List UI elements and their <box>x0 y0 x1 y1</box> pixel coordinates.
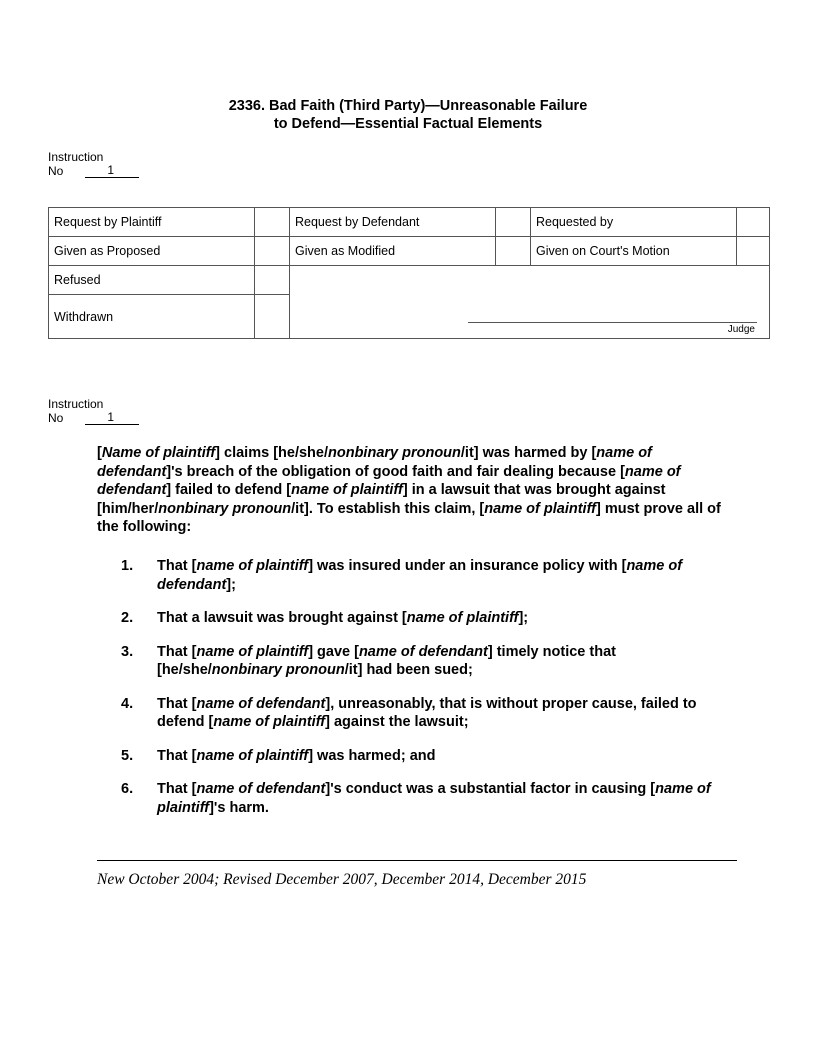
list-item-text: That [name of plaintiff] was insured under an insurance policy with [name of defendant]; <box>157 558 683 593</box>
given-as-modified-checkbox[interactable] <box>496 237 531 266</box>
list-item-number: 5. <box>121 747 134 764</box>
withdrawn-label: Withdrawn <box>49 295 255 339</box>
list-item-text: That [name of plaintiff] gave [name of defendant] timely notice that [he/she/nonbinary pronoun/it] had been sued; <box>157 643 616 678</box>
list-item <box>97 609 727 628</box>
list-item <box>97 747 727 766</box>
instruction-paragraph: [Name of plaintiff] claims [he/she/nonbinary pronoun/it] was harmed by [name of defendant]'s breach of the obligation of good faith and fair dealing because [name of defendant] failed to defend [name of plaintiff] in a lawsuit that was brought against [him/her/nonbinary pronoun/it]. To establish this claim, [name of plaintiff] must prove all of the following: <box>97 445 721 535</box>
request-by-plaintiff-checkbox[interactable] <box>255 208 290 237</box>
withdrawn-checkbox[interactable] <box>255 295 290 339</box>
instruction-label: Instruction <box>48 397 104 411</box>
instruction-number-block-body <box>48 397 139 425</box>
given-as-modified-label: Given as Modified <box>290 237 496 266</box>
list-item <box>97 780 727 817</box>
list-item <box>97 557 727 594</box>
list-item-number: 3. <box>121 643 134 660</box>
instruction-number-block-top <box>48 150 139 178</box>
request-by-plaintiff-label: Request by Plaintiff <box>49 208 255 237</box>
requested-by-label: Requested by <box>531 208 737 237</box>
judge-signature-line <box>468 322 757 323</box>
elements-list <box>97 557 727 832</box>
list-item-text: That a lawsuit was brought against [name of plaintiff]; <box>157 610 529 626</box>
request-status-table <box>48 207 770 339</box>
no-label: No <box>48 164 64 178</box>
judge-signature-area[interactable] <box>290 266 770 339</box>
revision-history: New October 2004; Revised December 2007, December 2014, December 2015 <box>97 871 587 888</box>
list-item-text: That [name of defendant]'s conduct was a substantial factor in causing [name of plaintiff]'s harm. <box>157 781 711 816</box>
list-item <box>97 695 727 732</box>
title-line-2: to Defend—Essential Factual Elements <box>273 116 543 132</box>
title-line-1: 2336. Bad Faith (Third Party)—Unreasonable Failure <box>228 98 588 114</box>
list-item-number: 1. <box>121 558 134 574</box>
list-item-text: That [name of plaintiff] was harmed; and <box>157 747 436 764</box>
given-on-courts-motion-checkbox[interactable] <box>737 237 770 266</box>
list-item-number: 6. <box>121 781 134 797</box>
list-item-number: 4. <box>121 695 134 712</box>
judge-label: Judge <box>727 324 755 335</box>
document-title <box>0 97 816 133</box>
instruction-label: Instruction <box>48 150 104 164</box>
list-item <box>97 643 727 680</box>
list-item-text: That [name of defendant], unreasonably, that is without proper cause, failed to defend [name of plaintiff] against the lawsuit; <box>157 695 697 730</box>
given-on-courts-motion-label: Given on Court's Motion <box>531 237 737 266</box>
list-item-number: 2. <box>121 610 134 626</box>
given-as-proposed-checkbox[interactable] <box>255 237 290 266</box>
refused-checkbox[interactable] <box>255 266 290 295</box>
request-by-defendant-checkbox[interactable] <box>496 208 531 237</box>
given-as-proposed-label: Given as Proposed <box>49 237 255 266</box>
footer-divider <box>97 860 737 861</box>
requested-by-checkbox[interactable] <box>737 208 770 237</box>
refused-label: Refused <box>49 266 255 295</box>
instruction-number-field[interactable]: 1 <box>85 411 139 425</box>
no-label: No <box>48 411 64 425</box>
request-by-defendant-label: Request by Defendant <box>290 208 496 237</box>
instruction-number-field[interactable]: 1 <box>85 164 139 178</box>
